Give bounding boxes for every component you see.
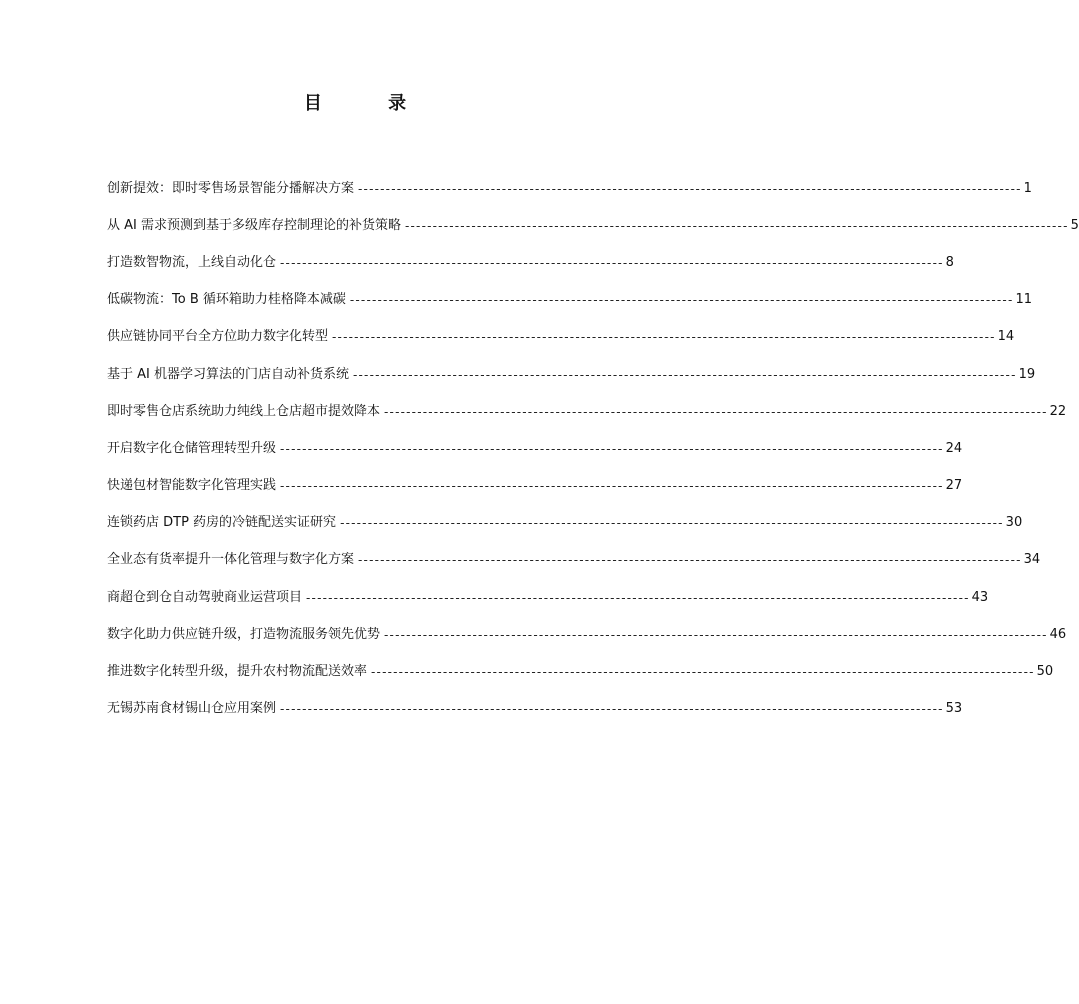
toc-leader: ------------------------------------------------------------------------------------------------------------------------ [332,330,996,345]
toc-leader: ------------------------------------------------------------------------------------------------------------------------ [280,479,944,494]
toc-entry[interactable] [107,579,989,616]
toc-leader: ------------------------------------------------------------------------------------------------------------------------ [371,665,1035,680]
toc-entry-title: 开启数字化仓储管理转型升级 [107,440,277,456]
toc-entry[interactable] [107,653,1054,690]
toc-entry-title: 创新提效：即时零售场景智能分播解决方案 [107,180,355,196]
toc-leader: ------------------------------------------------------------------------------------------------------------------------ [340,516,1004,531]
toc-entry[interactable] [107,319,1015,356]
toc-entry-title: 低碳物流：To B 循环箱助力桂格降本减碳 [107,292,346,308]
toc-entry-title: 基于 AI 机器学习算法的门店自动补货系统 [107,366,349,382]
toc-entry-page: 14 [997,329,1015,345]
toc-entry-page: 22 [1049,403,1067,419]
toc-entry-title: 商超仓到仓自动驾驶商业运营项目 [107,589,303,605]
toc-entry[interactable] [107,282,1033,319]
toc-entry[interactable] [107,430,963,467]
toc-entry[interactable] [107,542,1041,579]
toc-entry-page: 30 [1005,515,1023,531]
toc-leader: ------------------------------------------------------------------------------------------------------------------------ [280,255,944,270]
toc-entry-title: 即时零售仓店系统助力纯线上仓店超市提效降本 [107,403,381,419]
toc-entry-page: 5 [1070,217,1079,233]
toc-entry-page: 43 [971,589,989,605]
toc-entry[interactable] [107,393,1067,430]
toc-entry-page: 8 [945,254,954,270]
toc-entry-title: 供应链协同平台全方位助力数字化转型 [107,329,329,345]
toc-leader: ------------------------------------------------------------------------------------------------------------------------ [349,293,1014,308]
toc-leader: ------------------------------------------------------------------------------------------------------------------------ [358,553,1022,568]
toc-leader: ------------------------------------------------------------------------------------------------------------------------ [353,367,1017,382]
toc-leader: ------------------------------------------------------------------------------------------------------------------------ [358,181,1022,196]
toc-entry-title: 无锡苏南食材锡山仓应用案例 [107,701,277,717]
toc-entry-page: 34 [1023,552,1041,568]
toc-entry-title: 推进数字化转型升级，提升农村物流配送效率 [107,664,368,680]
toc-entry-title: 数字化助力供应链升级，打造物流服务领先优势 [107,626,381,642]
toc-entry[interactable] [107,616,1067,653]
toc-leader: ------------------------------------------------------------------------------------------------------------------------ [280,702,944,717]
toc-entry[interactable] [107,356,1036,393]
toc-leader: ------------------------------------------------------------------------------------------------------------------------ [306,590,970,605]
toc-entry-page: 24 [945,440,963,456]
toc-leader: ------------------------------------------------------------------------------------------------------------------------ [384,404,1048,419]
toc-entry-page: 11 [1015,292,1033,308]
toc-leader: ------------------------------------------------------------------------------------------------------------------------ [384,627,1048,642]
toc-entry[interactable] [107,505,1023,542]
toc-entry[interactable] [107,244,954,281]
toc-entry[interactable] [107,468,963,505]
toc-entry-title: 快递包材智能数字化管理实践 [107,478,277,494]
toc-entry-title: 全业态有货率提升一体化管理与数字化方案 [107,552,355,568]
toc-leader: ------------------------------------------------------------------------------------------------------------------------ [280,441,944,456]
toc-entry[interactable] [107,170,1032,207]
toc-entry-page: 1 [1023,180,1032,196]
toc-entry-title: 打造数智物流，上线自动化仓 [107,254,277,270]
toc-entry-page: 50 [1036,664,1054,680]
toc-entry[interactable] [107,207,1079,244]
toc-entry-page: 27 [945,478,963,494]
toc-entry-page: 46 [1049,626,1067,642]
toc-entry-title: 从 AI 需求预测到基于多级库存控制理论的补货策略 [107,217,401,233]
toc-list [107,170,1079,728]
toc-entry[interactable] [107,691,963,728]
toc-entry-page: 53 [945,701,963,717]
toc-title: 目 录 [303,93,437,114]
toc-leader: ------------------------------------------------------------------------------------------------------------------------ [405,218,1069,233]
toc-entry-page: 19 [1018,366,1036,382]
toc-entry-title: 连锁药店 DTP 药房的冷链配送实证研究 [107,515,337,531]
